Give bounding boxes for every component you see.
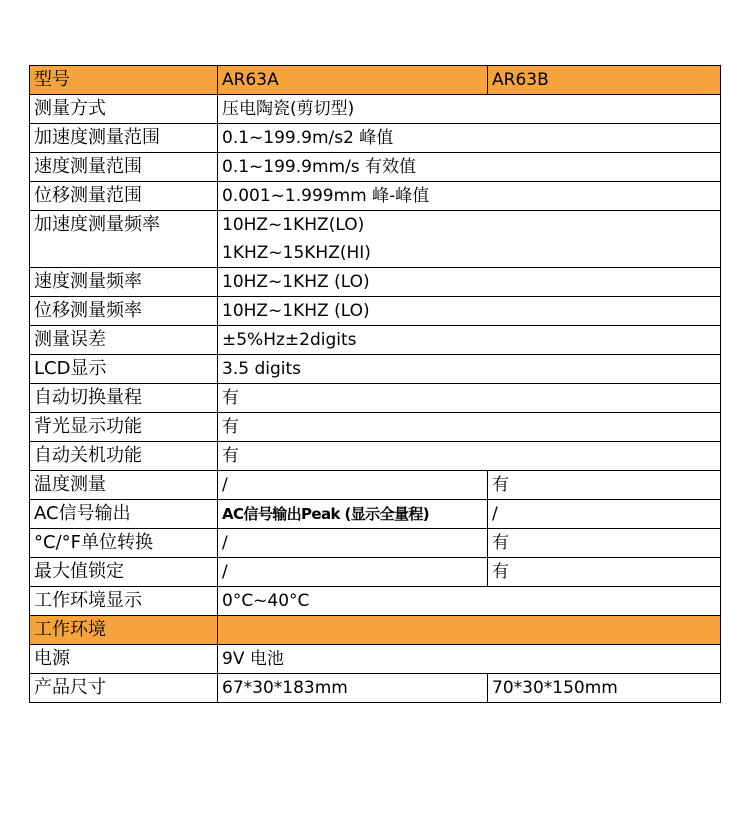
row-value: 压电陶瓷(剪切型) [218, 95, 721, 124]
row-label: AC信号输出 [30, 500, 218, 529]
row-label: 最大值锁定 [30, 558, 218, 587]
row-value: 10HZ~1KHZ (LO) [218, 268, 721, 297]
row-value-a: / [218, 471, 488, 500]
header-model-b: AR63B [488, 66, 721, 95]
row-value-b: 有 [488, 529, 721, 558]
row-label: 产品尺寸 [30, 674, 218, 703]
table-row [30, 182, 721, 211]
table-row [30, 558, 721, 587]
table-row [30, 268, 721, 297]
row-value: 0.1~199.9m/s2 峰值 [218, 124, 721, 153]
row-value-line: 10HZ~1KHZ(LO) [222, 215, 365, 235]
row-label: 速度测量频率 [30, 268, 218, 297]
row-value: 有 [218, 442, 721, 471]
row-label: 工作环境显示 [30, 587, 218, 616]
row-value-a: / [218, 529, 488, 558]
row-label: 位移测量频率 [30, 297, 218, 326]
row-value: 3.5 digits [218, 355, 721, 384]
row-value-a: AC信号输出Peak (显示全量程) [218, 500, 488, 529]
table-row [30, 384, 721, 413]
table-row [30, 124, 721, 153]
table-row [30, 471, 721, 500]
table-row [30, 529, 721, 558]
section-header-row [30, 616, 721, 645]
table-row [30, 355, 721, 384]
row-label: 背光显示功能 [30, 413, 218, 442]
table-row [30, 153, 721, 182]
table-row [30, 442, 721, 471]
row-value-a: / [218, 558, 488, 587]
row-label: 加速度测量频率 [30, 211, 218, 268]
row-label: LCD显示 [30, 355, 218, 384]
row-value: 0.1~199.9mm/s 有效值 [218, 153, 721, 182]
row-value: 0°C~40°C [218, 587, 721, 616]
table-row [30, 645, 721, 674]
row-value-b: 有 [488, 471, 721, 500]
row-label: 自动切换量程 [30, 384, 218, 413]
row-label: °C/°F单位转换 [30, 529, 218, 558]
header-label: 型号 [30, 66, 218, 95]
table-row [30, 413, 721, 442]
row-value: 10HZ~1KHZ (LO) [218, 297, 721, 326]
section-fill [218, 616, 721, 645]
row-value: ±5%Hz±2digits [218, 326, 721, 355]
header-model-a: AR63A [218, 66, 488, 95]
row-value-b: 有 [488, 558, 721, 587]
row-label: 测量方式 [30, 95, 218, 124]
section-label: 工作环境 [30, 616, 218, 645]
table-row [30, 211, 721, 268]
table-header-row [30, 66, 721, 95]
table-row [30, 674, 721, 703]
row-label: 电源 [30, 645, 218, 674]
row-label: 速度测量范围 [30, 153, 218, 182]
table-row [30, 297, 721, 326]
row-value [218, 211, 721, 268]
spec-table [29, 65, 721, 703]
table-row [30, 500, 721, 529]
row-label: 测量误差 [30, 326, 218, 355]
row-value: 有 [218, 384, 721, 413]
row-label: 加速度测量范围 [30, 124, 218, 153]
table-row [30, 587, 721, 616]
row-label: 自动关机功能 [30, 442, 218, 471]
row-label: 位移测量范围 [30, 182, 218, 211]
table-row [30, 95, 721, 124]
row-value: 9V 电池 [218, 645, 721, 674]
row-value: 0.001~1.999mm 峰-峰值 [218, 182, 721, 211]
row-value-a: 67*30*183mm [218, 674, 488, 703]
row-value-b: / [488, 500, 721, 529]
row-value: 有 [218, 413, 721, 442]
table-row [30, 326, 721, 355]
row-value-b: 70*30*150mm [488, 674, 721, 703]
row-value-line: 1KHZ~15KHZ(HI) [222, 243, 371, 263]
row-label: 温度测量 [30, 471, 218, 500]
